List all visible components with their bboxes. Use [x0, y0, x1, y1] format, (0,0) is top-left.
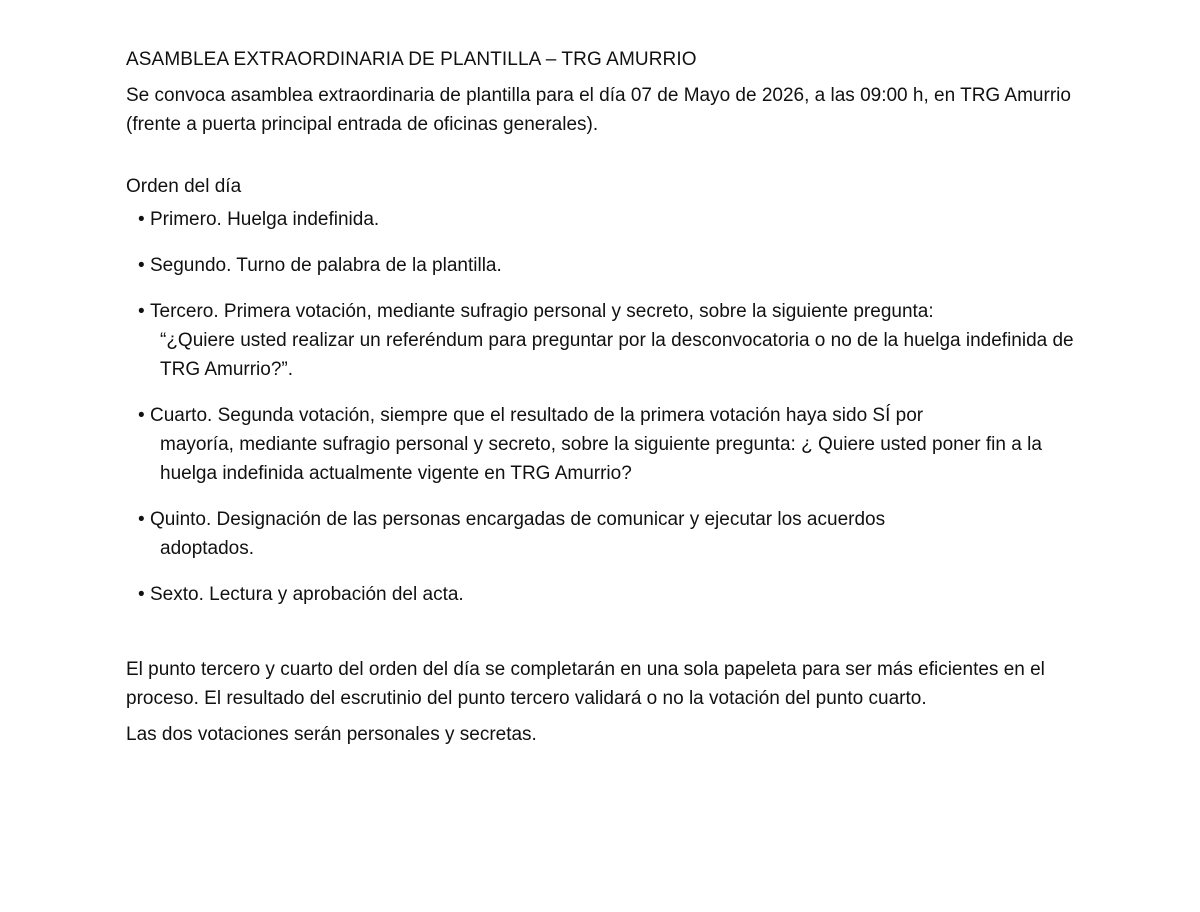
document-page	[126, 45, 1096, 749]
agenda-item-continuation: mayoría, mediante sufragio personal y secreto, sobre la siguiente pregunta: ¿ Quiere usted poner fin a la huelga indefinida actualmente vigente en TRG Amurrio?	[160, 434, 1042, 484]
bullet-icon: •	[138, 509, 145, 530]
bullet-icon: •	[138, 301, 145, 322]
closing-paragraph: El punto tercero y cuarto del orden del día se completarán en una sola papeleta para ser más eficientes en el proceso. El resultado del escrutinio del punto tercero validará o no la votación del punto cuarto.	[126, 659, 1045, 709]
agenda-item-continuation: “¿Quiere usted realizar un referéndum para preguntar por la desconvocatoria o no de la huelga indefinida de TRG Amurrio?”.	[160, 330, 1074, 380]
agenda-item	[126, 401, 1096, 488]
agenda-item-text: Quinto. Designación de las personas encargadas de comunicar y ejecutar los acuerdos	[150, 509, 886, 530]
agenda-item-text: Cuarto. Segunda votación, siempre que el resultado de la primera votación haya sido SÍ por	[150, 405, 924, 426]
agenda-item-text: Tercero. Primera votación, mediante sufragio personal y secreto, sobre la siguiente pregunta:	[150, 301, 934, 322]
agenda-list	[126, 205, 1096, 609]
agenda-item-text: Segundo. Turno de palabra de la plantilla.	[150, 255, 502, 276]
bullet-icon: •	[138, 584, 145, 605]
agenda-heading: Orden del día	[126, 176, 242, 197]
intro-paragraph: Se convoca asamblea extraordinaria de plantilla para el día 07 de Mayo de 2026, a las 09:00 h, en TRG Amurrio (frente a puerta principal entrada de oficinas generales).	[126, 85, 1071, 135]
bullet-icon: •	[138, 405, 145, 426]
bullet-icon: •	[138, 209, 145, 230]
agenda-item	[126, 205, 1096, 234]
document-title: ASAMBLEA EXTRAORDINARIA DE PLANTILLA – TRG AMURRIO	[126, 49, 697, 70]
agenda-item-continuation: adoptados.	[160, 538, 255, 559]
agenda-item	[126, 505, 1096, 563]
closing-line: Las dos votaciones serán personales y secretas.	[126, 724, 537, 745]
agenda-item-text: Primero. Huelga indefinida.	[150, 209, 380, 230]
agenda-item-text: Sexto. Lectura y aprobación del acta.	[150, 584, 464, 605]
agenda-item	[126, 251, 1096, 280]
bullet-icon: •	[138, 255, 145, 276]
agenda-item	[126, 580, 1096, 609]
agenda-item	[126, 297, 1096, 384]
